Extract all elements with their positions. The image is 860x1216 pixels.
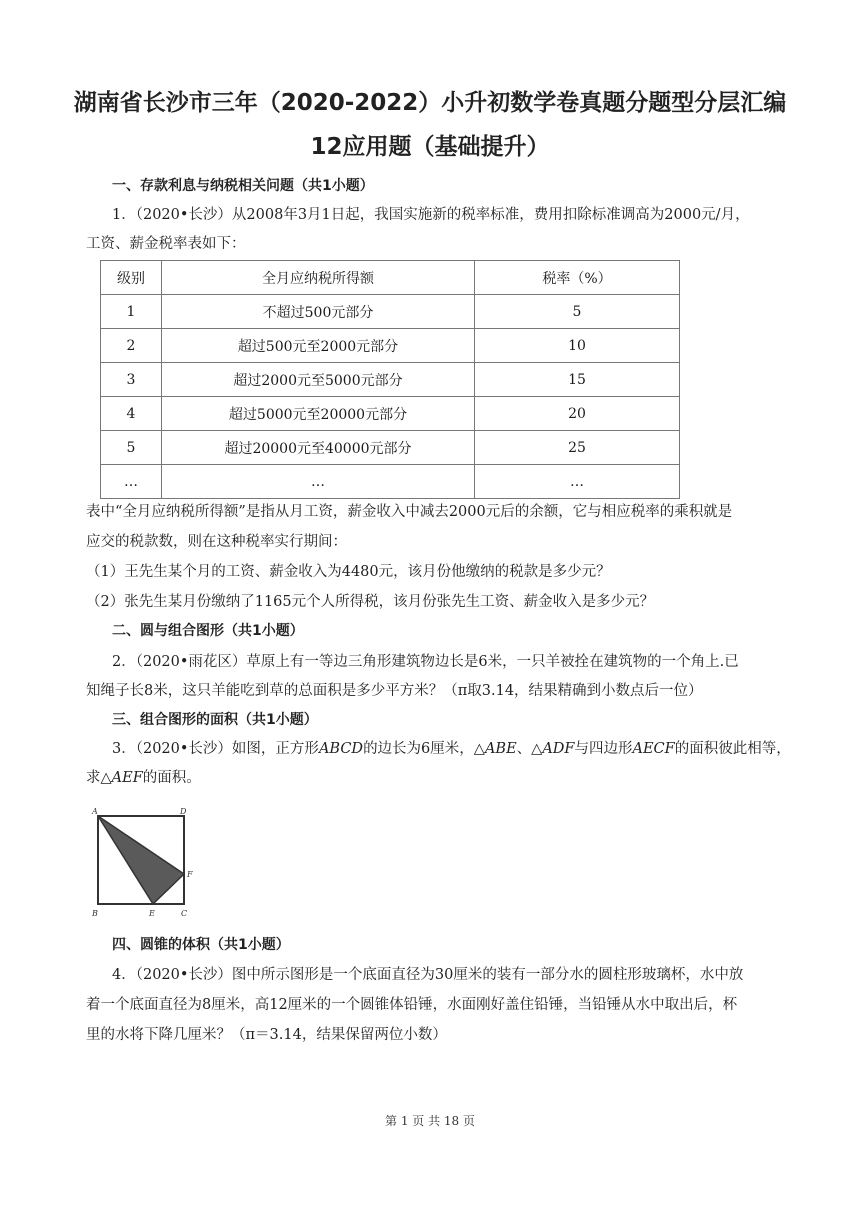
table-row [101, 363, 680, 397]
table-cell: 超过20000元至40000元部分 [162, 431, 475, 465]
q1-text-line2: 工资、薪金税率表如下： [86, 236, 246, 252]
table-cell: … [101, 465, 162, 499]
section-heading-3: 三、组合图形的面积（共1小题） [112, 712, 318, 728]
table-cell: 15 [475, 363, 680, 397]
label-a: A [92, 807, 98, 816]
q4-text-line3: 里的水将下降几厘米？（π＝3.14，结果保留两位小数） [86, 1027, 447, 1043]
table-cell: 4 [101, 397, 162, 431]
table-row [101, 431, 680, 465]
label-c: C [181, 909, 188, 918]
q4-text-line1: 4．（2020•长沙）图中所示图形是一个底面直径为30厘米的装有一部分水的圆柱形玻璃杯，水中放 [112, 967, 744, 983]
table-cell: 20 [475, 397, 680, 431]
square-diagram [88, 804, 198, 920]
table-header-cell: 税率（%） [475, 261, 680, 295]
q2-text-line1: 2．（2020•雨花区）草原上有一等边三角形建筑物边长是6米，一只羊被拴在建筑物的一个角上.已 [112, 654, 739, 670]
table-row [101, 465, 680, 499]
table-cell: 不超过500元部分 [162, 295, 475, 329]
section-heading-2: 二、圆与组合图形（共1小题） [112, 623, 304, 639]
q1-after-line2: 应交的税款数，则在这种税率实行期间： [86, 534, 347, 550]
q1-subquestion-1: （1）王先生某个月的工资、薪金收入为4480元，该月份他缴纳的税款是多少元？ [86, 564, 611, 580]
q1-subquestion-2: （2）张先生某月份缴纳了1165元个人所得税，该月份张先生工资、薪金收入是多少元？ [86, 594, 655, 610]
label-d: D [180, 807, 187, 816]
table-cell: … [475, 465, 680, 499]
table-cell: … [162, 465, 475, 499]
table-row [101, 397, 680, 431]
table-header-cell: 级别 [101, 261, 162, 295]
page-title-line2: 12应用题（基础提升） [310, 134, 550, 160]
page-footer: 第 1 页 共 18 页 [385, 1114, 475, 1128]
table-cell: 5 [475, 295, 680, 329]
table-cell: 超过2000元至5000元部分 [162, 363, 475, 397]
table-cell: 1 [101, 295, 162, 329]
q2-text-line2: 知绳子长8米，这只羊能吃到草的总面积是多少平方米？（π取3.14，结果精确到小数点后一位） [86, 683, 703, 699]
page-title-line1: 湖南省长沙市三年（2020-2022）小升初数学卷真题分题型分层汇编 [73, 90, 787, 116]
q1-text-line1: 1．（2020•长沙）从2008年3月1日起，我国实施新的税率标准，费用扣除标准调高为2000元/月， [112, 207, 750, 223]
table-cell: 超过5000元至20000元部分 [162, 397, 475, 431]
table-cell: 2 [101, 329, 162, 363]
label-e: E [149, 909, 155, 918]
table-row [101, 295, 680, 329]
table-cell: 5 [101, 431, 162, 465]
table-header-row [101, 261, 680, 295]
q3-text-line1: 3．（2020•长沙）如图，正方形ABCD的边长为6厘米，△ABE、△ADF与四边形AECF的面积彼此相等， [112, 741, 791, 757]
table-cell: 超过500元至2000元部分 [162, 329, 475, 363]
q4-text-line2: 着一个底面直径为8厘米，高12厘米的一个圆锥体铅锤，水面刚好盖住铅锤，当铅锤从水中取出后，杯 [86, 997, 738, 1013]
label-b: B [92, 909, 98, 918]
label-f: F [187, 870, 193, 879]
tax-rate-table [100, 260, 680, 499]
q1-after-line1: 表中“全月应纳税所得额”是指从月工资，薪金收入中减去2000元后的余额，它与相应税率的乘积就是 [86, 504, 733, 520]
q3-text-line2: 求△AEF的面积。 [86, 770, 201, 786]
table-header-cell: 全月应纳税所得额 [162, 261, 475, 295]
table-cell: 25 [475, 431, 680, 465]
table-cell: 3 [101, 363, 162, 397]
table-row [101, 329, 680, 363]
section-heading-1: 一、存款利息与纳税相关问题（共1小题） [112, 178, 374, 194]
section-heading-4: 四、圆锥的体积（共1小题） [112, 937, 290, 953]
table-cell: 10 [475, 329, 680, 363]
